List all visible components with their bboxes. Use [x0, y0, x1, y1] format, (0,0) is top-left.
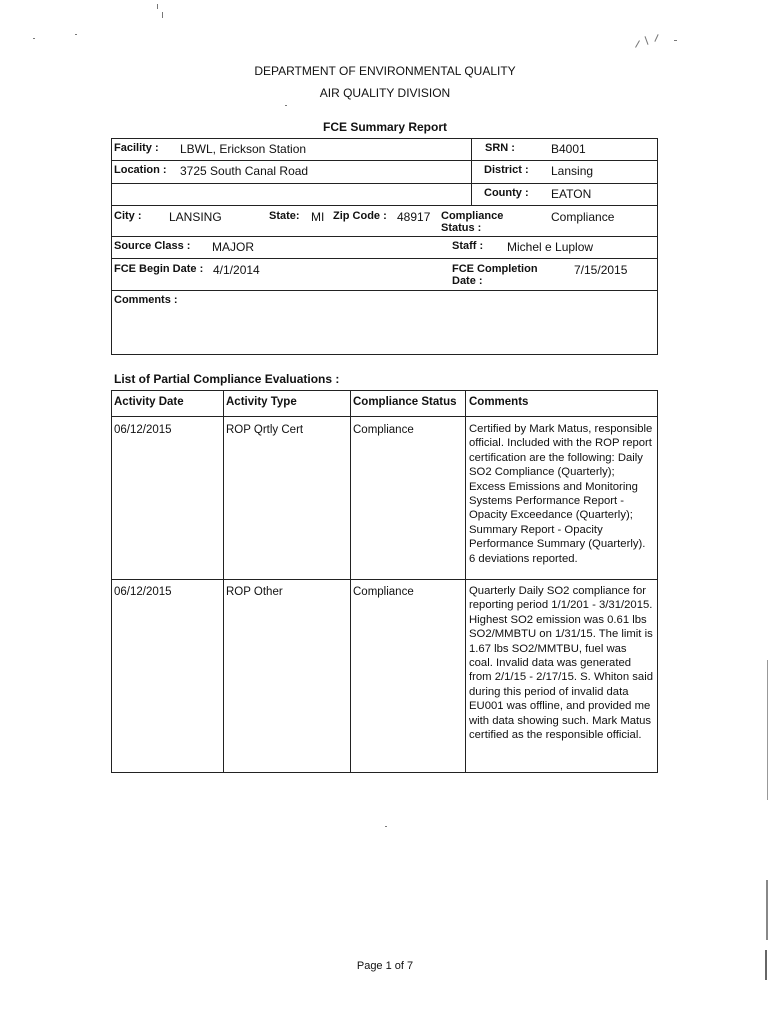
- fce-completion-label-2: Date :: [452, 275, 483, 287]
- column-header-activity-type: Activity Type: [226, 396, 297, 408]
- fce-completion-value: 7/15/2015: [574, 263, 628, 277]
- source-class-value: MAJOR: [212, 240, 254, 254]
- state-value: MI: [311, 210, 325, 224]
- location-label: Location :: [114, 164, 167, 176]
- comments-cell: Certified by Mark Matus, responsible official. Included with the ROP report certification are the following: Daily SO2 Compliance (Quarterly); Excess Emissions and Monitoring Systems Performance Report - Opacity Exceedance (Quarterly); Summary Report - Opacity Performance Summary (Quarterly). 6 deviations reported.: [469, 423, 653, 565]
- activity-date-cell: 06/12/2015: [114, 586, 172, 598]
- district-value: Lansing: [551, 164, 594, 178]
- comments-cell: Quarterly Daily SO2 compliance for reporting period 1/1/201 - 3/31/2015. Highest SO2 emission was 0.61 lbs SO2/MMBTU on 1/31/15. The limit is 1.67 lbs SO2/MMTBU, fuel was coal. Invalid data was generated from 2/1/15 - 2/17/15. S. Whiton said during this period of invalid data EU001 was offline, and provided me with data showing such. Mark Matus certified as the responsible official.: [469, 585, 653, 742]
- compliance-status-cell: Compliance: [353, 424, 414, 436]
- column-header-compliance-status: Compliance Status: [353, 396, 457, 408]
- compliance-status-label: Compliance: [441, 210, 504, 222]
- fce-completion-label: FCE Completion: [452, 263, 538, 275]
- zip-label: Zip Code :: [333, 210, 387, 222]
- fce-begin-value: 4/1/2014: [213, 263, 260, 277]
- fce-begin-label: FCE Begin Date :: [114, 263, 204, 275]
- comments-label: Comments :: [114, 294, 178, 306]
- compliance-status-value: Compliance: [551, 210, 615, 224]
- page-number: Page 1 of 7: [356, 960, 414, 972]
- compliance-status-label-2: Status :: [441, 222, 482, 234]
- staff-label: Staff :: [452, 240, 484, 252]
- source-class-label: Source Class :: [114, 240, 191, 252]
- department-heading: DEPARTMENT OF ENVIRONMENTAL QUALITY: [254, 64, 516, 78]
- srn-value: B4001: [551, 142, 586, 156]
- location-value: 3725 South Canal Road: [180, 164, 309, 178]
- staff-value: Michel e Luplow: [507, 240, 594, 254]
- activity-date-cell: 06/12/2015: [114, 424, 172, 436]
- srn-label: SRN :: [485, 142, 515, 154]
- city-value: LANSING: [169, 210, 222, 224]
- activity-type-cell: ROP Qrtly Cert: [226, 424, 304, 436]
- state-label: State:: [269, 210, 300, 222]
- column-header-comments: Comments: [469, 396, 529, 408]
- facility-value: LBWL, Erickson Station: [180, 142, 307, 156]
- facility-label: Facility :: [114, 142, 159, 154]
- pce-section-title: List of Partial Compliance Evaluations :: [114, 372, 340, 386]
- division-heading: AIR QUALITY DIVISION: [319, 86, 451, 100]
- district-label: District :: [484, 164, 529, 176]
- county-label: County :: [484, 187, 529, 199]
- column-header-activity-date: Activity Date: [114, 396, 184, 408]
- compliance-status-cell: Compliance: [353, 586, 414, 598]
- zip-value: 48917: [397, 210, 431, 224]
- report-title: FCE Summary Report: [322, 120, 448, 134]
- county-value: EATON: [551, 187, 592, 201]
- activity-type-cell: ROP Other: [226, 586, 283, 598]
- city-label: City :: [114, 210, 142, 222]
